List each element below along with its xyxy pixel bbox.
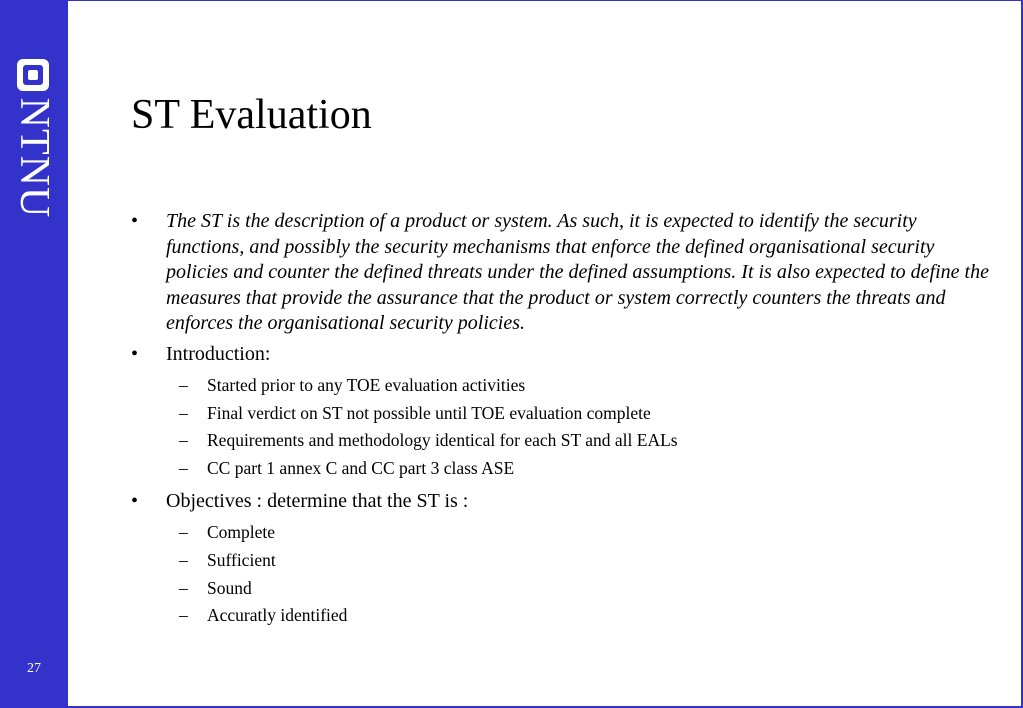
bullet-text: The ST is the description of a product or system. As such, it is expected to identify the security functions, and possibly the security mechanisms that enforce the defined organisational security policies and counter the defined threats under the defined assumptions. It is also expected to define the measures that provide the assurance that the product or system correctly counters the threats and enforces the organisational security policies. — [166, 210, 989, 334]
sub-text: Sufficient — [207, 550, 276, 571]
sub-list — [131, 519, 991, 630]
bullet-item — [131, 342, 991, 368]
sub-item — [131, 372, 991, 400]
bullet-item — [131, 489, 991, 515]
sub-marker: – — [179, 577, 188, 598]
sub-item — [131, 455, 991, 483]
sub-marker: – — [179, 605, 188, 626]
slide-title: ST Evaluation — [131, 92, 372, 138]
sub-text: Accuratly identified — [207, 605, 348, 626]
bullet-text: Introduction: — [166, 342, 271, 365]
sub-list — [131, 372, 991, 483]
sub-marker: – — [179, 458, 188, 479]
sub-marker: – — [179, 375, 188, 395]
sub-marker: – — [179, 430, 188, 451]
sub-item — [131, 575, 991, 603]
ntnu-logo-text: NTNU — [11, 97, 57, 219]
sub-item — [131, 400, 991, 428]
sub-marker: – — [179, 550, 188, 571]
bullet-item — [131, 209, 991, 337]
sub-marker: – — [179, 402, 188, 423]
bullet-text: Objectives : determine that the ST is : — [166, 489, 469, 512]
bullet-marker: • — [131, 342, 139, 365]
sub-text: Started prior to any TOE evaluation activities — [207, 375, 526, 395]
sub-item — [131, 602, 991, 630]
sub-text: Requirements and methodology identical for each ST and all EALs — [207, 430, 678, 451]
sub-text: CC part 1 annex C and CC part 3 class ASE — [207, 458, 515, 479]
sub-text: Sound — [207, 577, 252, 598]
sub-marker: – — [179, 522, 188, 543]
sub-item — [131, 427, 991, 455]
slide-content — [131, 209, 991, 636]
sub-item — [131, 519, 991, 547]
ntnu-logo-icon — [17, 59, 49, 91]
bullet-marker: • — [131, 210, 139, 232]
bullet-marker: • — [131, 489, 139, 512]
sidebar — [0, 1, 68, 708]
sub-text: Complete — [207, 522, 276, 543]
sub-text: Final verdict on ST not possible until TOE evaluation complete — [207, 402, 651, 423]
page-number: 27 — [27, 661, 41, 676]
sub-item — [131, 547, 991, 575]
